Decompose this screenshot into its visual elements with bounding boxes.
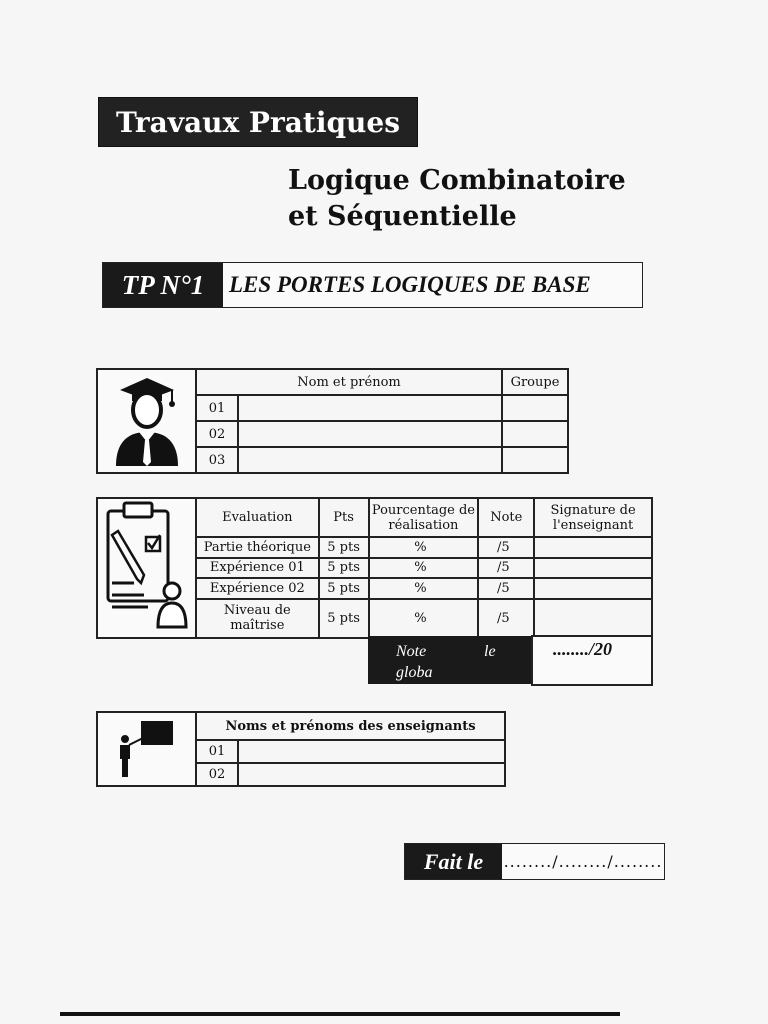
eval-row-signature[interactable] — [534, 599, 652, 638]
student-icon-cell — [97, 369, 196, 473]
global-note-value: ......../20 — [553, 639, 613, 659]
eval-row-percentage[interactable]: % — [369, 558, 479, 579]
eval-row-label: Expérience 02 — [196, 578, 319, 599]
teacher-row-number: 01 — [196, 740, 238, 763]
teachers-header: Noms et prénoms des enseignants — [196, 712, 505, 740]
eval-row-signature[interactable] — [534, 578, 652, 599]
eval-row-label: Niveau de maîtrise — [196, 599, 319, 638]
course-title-line1: Logique Combinatoire — [288, 165, 626, 196]
student-group-field[interactable] — [502, 395, 568, 421]
eval-row-label: Partie théorique — [196, 537, 319, 558]
teacher-row-number: 02 — [196, 763, 238, 786]
student-name-field[interactable] — [238, 421, 502, 447]
col-name-header: Nom et prénom — [196, 369, 502, 395]
clipboard-icon-cell — [97, 498, 196, 638]
col-signature-header: Signature de l'enseignant — [534, 498, 652, 537]
student-name-field[interactable] — [238, 447, 502, 473]
eval-row-percentage[interactable]: % — [369, 578, 479, 599]
global-note-suffix: le — [484, 643, 496, 660]
col-group-header: Groupe — [502, 369, 568, 395]
course-title — [288, 163, 626, 235]
banner-title: Travaux Pratiques — [98, 97, 418, 147]
student-group-field[interactable] — [502, 421, 568, 447]
student-row-number: 03 — [196, 447, 238, 473]
col-evaluation-header: Evaluation — [196, 498, 319, 537]
student-name-field[interactable] — [238, 395, 502, 421]
tp-heading — [102, 262, 643, 308]
eval-row-label: Expérience 01 — [196, 558, 319, 579]
eval-row-note[interactable]: /5 — [478, 558, 534, 579]
eval-row-percentage[interactable]: % — [369, 599, 479, 638]
col-pts-header: Pts — [319, 498, 369, 537]
evaluation-table — [96, 497, 653, 639]
date-field[interactable]: ......../......../........ — [503, 852, 663, 871]
global-note-label — [368, 636, 531, 684]
eval-row-signature[interactable] — [534, 558, 652, 579]
eval-row-pts: 5 pts — [319, 578, 369, 599]
eval-row-note[interactable]: /5 — [478, 578, 534, 599]
student-row-number: 01 — [196, 395, 238, 421]
student-group-field[interactable] — [502, 447, 568, 473]
col-percentage-header: Pourcentage de réalisation — [369, 498, 479, 537]
eval-row-pts: 5 pts — [319, 599, 369, 638]
teacher-name-field[interactable] — [238, 740, 505, 763]
eval-row-pts: 5 pts — [319, 558, 369, 579]
global-note-word: Note — [396, 643, 427, 660]
eval-row-note[interactable]: /5 — [478, 537, 534, 558]
eval-row-percentage[interactable]: % — [369, 537, 479, 558]
eval-row-pts: 5 pts — [319, 537, 369, 558]
col-note-header: Note — [478, 498, 534, 537]
eval-row-note[interactable]: /5 — [478, 599, 534, 638]
global-note-word2: globa — [396, 664, 433, 681]
date-label: Fait le — [405, 844, 502, 879]
teachers-table — [96, 711, 506, 787]
student-row-number: 02 — [196, 421, 238, 447]
student-icon — [112, 370, 182, 468]
tp-number: TP N°1 — [103, 263, 223, 307]
teacher-name-field[interactable] — [238, 763, 505, 786]
global-note-total[interactable] — [531, 635, 653, 686]
tp-title: LES PORTES LOGIQUES DE BASE — [229, 272, 591, 297]
clipboard-icon — [100, 499, 192, 633]
eval-row-signature[interactable] — [534, 537, 652, 558]
teacher-icon-cell — [97, 712, 196, 786]
date-box — [404, 843, 665, 880]
bottom-divider — [60, 1012, 620, 1016]
students-table — [96, 368, 569, 474]
teacher-icon — [115, 715, 179, 779]
course-title-line2: et Séquentielle — [288, 201, 517, 232]
